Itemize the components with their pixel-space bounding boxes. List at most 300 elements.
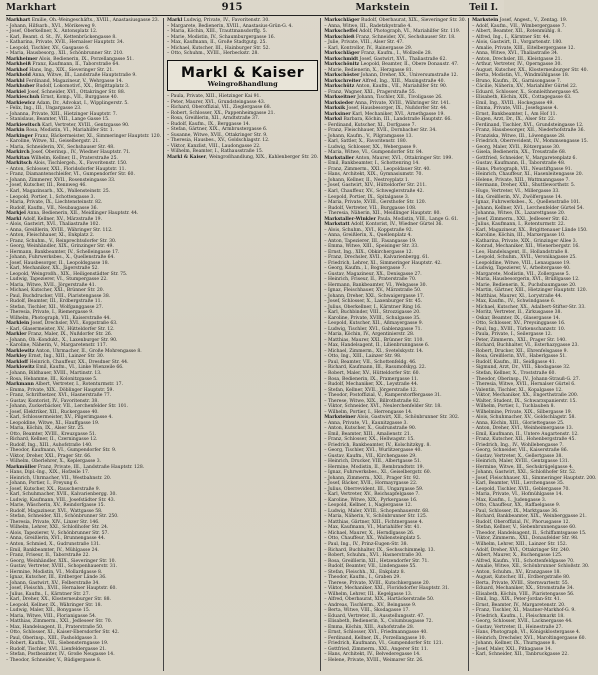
entry-details: – Hans, Dipl.-Ing., XIX., Hofzeile 17. [6, 470, 90, 476]
entry-details: – Johann, Dreher, XXI., Schwaigergasse 17. [324, 293, 425, 299]
entry-details: – Wilhelm, Portier, I., Herrengasse 14. [324, 409, 413, 415]
entry-details: – Otto, Chauffeur, XX., Raffaelgasse 9. [472, 503, 561, 509]
entry-details: – Maria, Köchin, IX., Alser Str. 25. [6, 426, 85, 432]
entry-details: – Karl, Magazinsarb., XX., Wallensteinstr. 25. [6, 188, 111, 194]
entry-details: – Johann, Fuhrwerksbes., X., Quellenstraße 64. [6, 255, 115, 261]
entry-details: – Leopold, Schuhm., XVII., Veronikagasse 25. [472, 255, 577, 261]
entry-surname: Markin [6, 128, 25, 134]
entry-details: – Wilhelm, Photograph, VII., Kaiserstraße 44. [6, 315, 111, 321]
entry-details: Franz, Maler, IX., Nußdorfer Str. 26. [26, 332, 113, 338]
entry-details: – Berta, Modistin, VI., Windmühlgasse 18. [472, 73, 570, 79]
entry-details: – Stefan, Kellner, X., Troststraße 60. [472, 371, 556, 376]
entry-surname: Markschieß [324, 34, 355, 40]
entry-details: – Robert, Kaufm., VII., Siebensterngasse 19. [6, 641, 109, 647]
entry-details: – Paul, Ing., IV., Prinz-Eugen-Str. 38. [324, 541, 408, 547]
entry-details: Josef, Drechsler, XVI., Koppstraße 63. [29, 321, 118, 327]
entry-details: – Katharina, Private, XVII., Hernalser Hauptstr. 34. [6, 40, 125, 46]
entry-details: – Richard, Buchhalter, IX., Sechsschimmelg. 13. [324, 547, 435, 553]
entry-details: – Hans, Architekt, XIX., Gymnasiumstr. 70. [324, 172, 423, 178]
entry-details: – Ernst, Bankbeamter, I., Am Hof 11. [472, 111, 558, 117]
entry-details: – Karl, Schlossermeister, XV., Pilgerimgasse 4. [6, 415, 113, 421]
entry-details: – Ignaz, Fuhrwerksbes., X., Quellenstraße 101. [472, 200, 581, 206]
entry-details: – Ernst, Beamter, IV., Margaretenstr. 20. [472, 602, 566, 608]
entry-details: – Gottfried, Zimmerm., XXI., Angerer Str. 11. [324, 646, 429, 652]
entry-details: – Gustav, Kaufmann, II., Taborstraße 48. [472, 161, 566, 167]
entry-details: – Karl, Beamt. d. St., IV., Kettenbrückengasse 8. [6, 34, 117, 40]
entry-details: – Maria, Schneiderin, XV., Sechshauser Str. 48. [6, 144, 115, 150]
entry-details: – Friedrich, Ing., IV., Wohllebengasse 7. [472, 442, 564, 448]
entry-surname: Markloff [6, 359, 29, 365]
entry-details: – Anton, Fleischhauer, XI., Enkplatz 2. [6, 233, 95, 239]
page-number: 915 [221, 2, 243, 13]
entry-details: – Eduard, Schlosser, X., Sonnleithnergasse 45. [472, 89, 580, 95]
entry-details: – Alois, Gastwirt, XVI., Thaliastraße 102. [6, 222, 100, 228]
entry-details: – Rosa, Greißlerin, XII., Hetzendorfer Str. 71. [324, 558, 429, 564]
entry-details: – Viktor, Schneider, XVI., Neulerchenfelder Str. 18. [324, 404, 442, 410]
entry-details: – Emil, Bankbeamter, I., Schottenring 14. [324, 161, 420, 167]
entry-details: – Berta, Private, XVIII., Sternwartestr. 55. [472, 580, 570, 586]
entry-details: – Cäcilie, Näherin, XV., Mariahilfer Gürtel 22. [472, 84, 578, 90]
entry-details: Heinrich, Chauffeur, XX., Dresdner Str. 44. [28, 359, 129, 365]
entry-details: Emilie, Oh.-Weingeschäfts., XVIII., Anastasiusgasse 23. [30, 18, 160, 23]
entry-details: Ernst, Komp., VII., Burggasse 40. [39, 95, 119, 101]
entry-details: – Alfred, Kaufm., VII., Schottenfeldgasse 70. [472, 558, 575, 564]
entry-details: Anna, Private, XVIII., Währinger Str. 141. [353, 100, 451, 106]
entry-details: – Amalie, Witwe, XII., Schönbrunner Schloßstr. 30. [472, 564, 590, 570]
volume-label: Teil I. [469, 3, 499, 13]
entry-details: – Julius, Oberrevident, III., Ungargasse 59. [324, 486, 424, 492]
entry-details: – Viktor, Dreher, XXI., Prager Str. 66. [6, 453, 92, 459]
entry-details: – Otto, Chauffeur, XX., Wallensteinplatz 5. [324, 536, 422, 542]
entry-details: – Peter, Zimmerm., XXI., Prager Str. 140. [472, 337, 567, 343]
entry-details: – Karl, Vertreter, XV., Reichsapfelgasse 7. [324, 492, 420, 498]
entry-details: – Eugen, Arzt, Dr., IX., Alser Str. 22. [472, 117, 556, 123]
entry-details: – Martin, Gärtner, XIII., Hietzinger Hauptstr. 120. [472, 288, 588, 294]
entry-details: – Hans, Photograph, VI., Königsklostergasse 4. [472, 630, 581, 636]
entry-details: – Franz, Schlosser, XX., Hellwagstr. 15. [324, 437, 415, 443]
entry-details: – Friedrich, Kaufmann, VI., Gumpendorfer Str. 121. [324, 641, 444, 647]
entry-details: – Heinrich, Uhrmacher, VII., Westbahnstr. 20. [6, 475, 112, 481]
entry-details: Adolf, Kellner, XV., Märzstraße 19. [21, 216, 103, 222]
entry-details: – Albert, Maurer, X., Buchengasse 125. [472, 553, 563, 559]
entry-details: – Viktor, Kanzlist, VIII., Laudongasse 22. [167, 143, 261, 149]
entry-details: – Georg, Schneider, VII., Kaiserstraße 86. [472, 448, 569, 454]
entry-details: – Josef, Gastwirt, XIV., Hütteldorfer Str. 211. [324, 183, 427, 189]
entry-details: – Josef, Schlosser, X., Laxenburger Str. 45. [324, 299, 423, 305]
entry-details: – Matthias, Zimmerm., XXI., Jedleseer Str. 70. [6, 619, 113, 625]
entry-details: – Anna, Greißlerin, XVI., Brunnengasse 44. [6, 536, 106, 542]
entry-details: – Anton, Drechsler, III., Kleistgasse 21. [472, 56, 563, 62]
entry-details: Wilhelm, Kellner, II., Praterstraße 25. [29, 155, 118, 161]
entry-details: – Theresia, Hausbes., XV., Goldschlagstr. 12. [167, 138, 270, 144]
entry-details: – Ludwig, Tischler, XVI., Gablenzgasse 71. [324, 326, 422, 332]
entry-details: – Emma, Private, XIX., Döblinger Hauptstr. 59. [6, 387, 114, 393]
entry-details: – Rosa, Hebamme, III., Kolonitzgasse 5. [6, 376, 98, 382]
entry-details: – Ludwig, Tapezierer, VI., Stumpergasse 22. [6, 277, 108, 283]
entry-details: – Heinrich, Drucker, VIII., Albertgasse 51. [324, 459, 422, 465]
entry-details: Alois, Bedienerin, IX., Porzellangasse 51. [37, 56, 134, 62]
entry-details: – Leopoldine, Witwe, XI., Hauffgasse 19. [6, 420, 100, 426]
entry-details: – Anton, Schmied, X., Gudrunstraße 131. [6, 541, 101, 547]
entry-details: – Matthias, Maurer, XXI., Brünner Str. 110. [324, 337, 424, 343]
entry-details: – Rosa, Bedienerin, IX., Pramergasse 11. [324, 376, 419, 382]
entry-details: – Anna, Witwe, XVI., Thaliastraße 34. [472, 51, 559, 57]
advertisement-subtitle: Weingroßhandlung [207, 79, 278, 88]
entry-details: Leopold, Beamter, II., Obere Donaustr. 47. [359, 62, 459, 68]
entry-details: – Franz, Diamantenschleifer, VI., Gumpendorfer Str. 60. [6, 172, 135, 178]
entry-surname: Markirch [6, 150, 30, 156]
entry-details: – Georg, Weinhändler, XIX., Grinzinger Str. 49. [6, 244, 114, 250]
entry-details: – Stefan, Kellner, XVII., Jörgerstraße 12. [324, 387, 418, 393]
entry-details: – Moritz, Vertreter, II., Zirkusgasse 38. [472, 310, 562, 316]
entry-details: – Leopold, Kellner, I., Naglergasse 12. [324, 503, 413, 509]
entry-details: – Karl, Magazineur, XX., Brigittenauer Lände 150. [472, 227, 588, 233]
entry-surname: Markieschuh [6, 95, 40, 101]
entry-details: – Theresia, Witwe, XVII., Hernalser Gürtel 6. [472, 382, 576, 388]
entry-details: – Richard, Kellner, II., Czerningasse 12. [6, 437, 98, 443]
entry-details: – Anna, Greißlerin, XVIII., Währinger Str. 112. [6, 227, 113, 233]
entry-details: – Rudolf, Vertreter, VII., Burggasse 108. [324, 205, 417, 211]
directory-entry [324, 658, 466, 664]
entry-details: – Emma, Köchin, XIII., Auhofstraße 28. [324, 624, 415, 630]
entry-details: – Theresia, Näherin, XII., Meidlinger Hauptstr. 80. [324, 211, 441, 217]
entry-surname: Markschläger [324, 18, 360, 23]
entry-details: – Maria, Witwe, XVII., Jörgerstraße 41. [6, 282, 97, 288]
entry-details: – Franz, Drechsler, XVII., Kalvarienbergg. 61. [324, 255, 430, 261]
entry-details: – Gustav, Kontorist, IV., Favoritenstr. 38. [6, 398, 99, 404]
entry-details: – Theodor, Oberinsp., IV., Johann-Strauß-G. 27. [472, 376, 581, 382]
entry-surname: Markschmidt [324, 56, 359, 62]
entry-details: – Johann, Bildhauer, XVIII., Martinstr. 13. [6, 371, 102, 376]
entry-details: – Alois, Schuhmacher, XV., Goldschlagstr. 58. [472, 415, 576, 421]
entry-surname: Markjel [6, 211, 26, 217]
entry-surname: Markhart [6, 18, 31, 23]
entry-surname: Marklowitz [6, 365, 35, 371]
entry-details: – Helene, Private, XVIII., Weimarer Str. 26. [324, 657, 424, 663]
entry-details: – Valentin, Tischler, XI., Kopalgasse 12. [472, 387, 563, 393]
entry-details: Hans, Ing., XIX., Sieveringer Str. 21. [27, 67, 114, 73]
entry-surname: Markschönitz [324, 62, 360, 68]
entry-details: – Ignaz, Kutscher, III., Erdberger Lände 36. [6, 575, 107, 581]
entry-details: – Anton, Tapezierer, III., Fasangasse 19. [324, 238, 417, 244]
entry-details: – Georg, Kaufm., I., Bognergasse 7. [324, 266, 407, 272]
entry-details: – Hans, Photograph, VII., Neustiftgasse 91. [472, 166, 573, 172]
entry-details: – Stefan, Tischler, XII., Wolfganggasse 27. [6, 304, 104, 310]
column-4 [472, 18, 598, 671]
entry-details: – Elisabeth, Köchin, VIII., Piaristengasse 56. [472, 591, 575, 597]
entry-details: – Franz, Friseur, II., Taborstraße 22. [6, 553, 90, 559]
entry-details: Albert, Vertreter, I., Rotenturmstr. 17. [33, 382, 124, 388]
entry-details: – Rosa, Greißlerin, XII., Arndtstraße 37. [167, 116, 260, 122]
header-first-name: Markhart [6, 3, 57, 13]
entry-details: – Josef, Zimmerm., XXI., Jedleseer Str. 62. [472, 216, 569, 222]
entry-details: – Karl, Schuhmacher, XVII., Kalvarienbergg. 30. [6, 492, 117, 498]
entry-details: – Viktor, Mechaniker, XXI., Floridsdorfer Hauptstr. 31. [324, 586, 450, 592]
entry-surname: Marklein [6, 321, 30, 327]
entry-details: – Theresia, Private, I., Riemergasse 9. [6, 310, 94, 316]
entry-surname: Markitsch [6, 161, 32, 167]
entry-details: – Alfred, Oberbaurat, XIX., Hartäckerstraße 50. [324, 597, 435, 603]
column-1 [6, 18, 164, 671]
entry-details: – Theodor, Schneider, V., Rüdigergasse 8. [6, 657, 102, 663]
entry-details: – Otto, Schuhm., XVIII., Herbeckstr. 28. [167, 51, 259, 57]
entry-details: – Georg, Weinhändler, XIX., Sieveringer Str. 10. [6, 558, 116, 564]
entry-details: – Josef, Oberkellner, X., Antonsplatz 12. [6, 29, 98, 35]
entry-details: – Rudolf, Tischler, XVI., Lienfeldergasse 21. [6, 646, 107, 652]
entry-details: – Hermann, Bankbeamter, IV., Schelleingasse 17. [6, 249, 120, 255]
header-last-name: Markstein [355, 3, 410, 13]
entry-surname: Marksieder [324, 100, 354, 106]
entry-details: – Gottfried, Schneider, V., Margaretenplatz 6. [472, 155, 577, 161]
entry-details: – Julie, Private, VIII., Alser Str. 47. [324, 40, 404, 46]
entry-surname: Markhold [6, 73, 31, 79]
entry-details: – Otto, Beamter, XVIII., Kreuzgasse 51. [6, 431, 97, 437]
entry-details: – Amalie, Private, XIII., Eitelbergergasse 12. [472, 45, 575, 51]
entry-details: Anna, Bedienerin, XII., Meidlinger Hauptstr. 44. [25, 211, 139, 217]
entry-details: – Elisabeth, Bedienerin, X., Columbusgasse 72. [324, 619, 433, 625]
entry-details: – Therese, Private, XVIII., Kutschkergasse 20. [324, 580, 431, 586]
entry-details: – Emil, Ing., XVIII., Hockegasse 49. [472, 100, 554, 106]
entry-details: – Max, Kaufm., IV., Schwindgasse 6. [472, 299, 556, 305]
entry-details: – Walter, Student, IX., Schwarzspanierstr. 15. [472, 398, 577, 404]
entry-details: – Stefan, Kellner, V., Siebenbrunnengasse 60. [472, 525, 577, 531]
entry-details: – Ludwig, Maler, XVIII., Schopenhauerstr. 68. [324, 508, 430, 514]
entry-surname: Markheiß [6, 62, 31, 68]
entry-details: – Heinrich, Drechsler, XVI., Maroltingergasse 60. [472, 635, 586, 641]
entry-details: – Viktor, Zimmerm., XXI., Donaufelder Str. 98. [472, 536, 579, 542]
entry-details: – Michael, Zimmerm., XI., Svetelskystr. 14. [324, 348, 424, 354]
entry-details: – Georg, Schlosser, XVII., Lacknergasse 44. [472, 619, 573, 625]
entry-details: – Rudolf, Magazineur, XVI., Wattgasse 58. [6, 508, 103, 514]
entry-details: – Johann, Portier, I., Freyung 6. [6, 481, 79, 487]
entry-details: – August, Kutscher, XX., Klosterneuburger Str. 40. [472, 67, 589, 73]
entry-details: – Theodor, Kaufm., I., Graben 29. [324, 575, 401, 581]
entry-details: – Rudolf, Ing., XIII., Auhofstraße 140. [6, 442, 93, 448]
entry-details: – August, Kutscher, III., Erdbergstraße 80. [472, 575, 571, 581]
entry-details: – Max, Kaufmann, II., Große Stadtgutg. 25. [167, 40, 267, 46]
entry-details: – Anton, Dreher, XVI., Weinheimergasse 13. [472, 426, 574, 432]
entry-details: – Josef, Hausbesorger, II., Leopoldsgasse 18. [6, 260, 110, 266]
entry-details: – Maria, Köchin, XIII., Trauttmansdorffg. 5. [167, 29, 268, 35]
entry-details: – Anna, Greißlerin, X., Quellenplatz 4. [324, 233, 412, 239]
entry-details: – Michael, Kutscher, III., Hainburger Str. 52. [167, 45, 270, 51]
entry-details: – Albert, Beamter, XII., Rotenmühlg. 8. [472, 29, 562, 35]
entry-details: – Wilhelm, Beamter, I., Rathausstraße 15. [167, 149, 264, 155]
entry-details: – Stefan, Fleischh., XI., Enkplatz 8. [324, 569, 406, 575]
entry-details: – Johann, Zuckerbäcker, VII., Lerchenfelder Str. 101. [6, 404, 128, 410]
entry-details: – Karl, Sattler, X., Favoritenstr. 180. [324, 139, 408, 145]
entry-details: Josef, Hausbesorger, IX., Nußdorfer Str. 44. [345, 106, 448, 112]
entry-details: – Josef, Elektriker, XII., Ruckergasse 40. [6, 409, 99, 415]
entry-details: – Stefan, Gärtner, XIX., Armbrustergasse 6. [167, 127, 268, 133]
entry-details: – Ferdinand, Kellner, IX., Porzellangasse 10. [324, 635, 426, 641]
entry-details: – Leopold, Kutscher, XII., Aßmayergasse 9. [324, 321, 424, 327]
entry-details: – Hans, Architekt, IV., Belvederegasse 14. [324, 652, 421, 658]
entry-details: – Alois, Tapezierer, V., Schönbrunner Str. 57. [6, 530, 109, 536]
entry-details: – Paul, Beamter, VII., Schottenfeldg. 46. [324, 359, 417, 365]
entry-details: Franz, Bäckermeister, XI., Simmeringer Hauptstr. 120. [33, 133, 162, 139]
entry-details: – Franz, Schuhm., V., Reinprechtsdorfer Str. 30. [6, 238, 117, 244]
entry-details: – Marie, Bedienerin, X., Herzgasse 81. [324, 67, 414, 73]
entry-details: Ernst, Ing., XIII., Lainzer Str. 30. [26, 354, 105, 360]
entry-surname: Marksiner [324, 111, 351, 117]
advertisement-box [167, 60, 318, 92]
entry-details: – Wilhelm, Lehrer, III., Kegelgasse 13. [324, 591, 413, 597]
entry-details: – Friedrich, Lehrer, XI., Simmeringer Hauptstr. 42. [324, 260, 442, 266]
entry-details: – Robert, Drucker, XII., Ehrenfelsgasse 9. [472, 348, 568, 354]
entry-details: – Marie, Wäscherin, XV., Reindorfgasse 15. [6, 503, 105, 509]
entry-surname: Marklewitz [6, 348, 35, 354]
entry-surname: Markstatt [324, 222, 350, 228]
entry-details: – Heinrich, Maler, XVIII., Gentzgasse 131. [472, 459, 570, 465]
entry-surname: Markley [6, 354, 27, 360]
entry-details: – Ernst, Schlosser, XVI., Friedmanngasse 40. [324, 630, 428, 636]
entry-details: – Michael, Kutscher, XX., Adalbert-Stifter-Str. 33. [472, 304, 586, 310]
entry-details: – Max, Handelsagent, II., Praterstraße 50. [6, 624, 104, 630]
entry-details: – Paul, Buchdrucker, VIII., Piaristengasse 38. [6, 293, 111, 299]
entry-details: – Karl, Kontrollor, IV., Rainergasse 29. [324, 45, 413, 51]
entry-surname: Markschütz [324, 84, 355, 90]
entry-details: Alfred, Ing., XIII., Maxingstraße 40. [360, 78, 445, 84]
entry-details: – Maria, Näherin, V., Schönbrunner Str. 125. [324, 514, 428, 520]
entry-details: – Franz, Zimmerm., XXI., Leopoldauer Str. 40. [324, 166, 431, 172]
entry-details: – Karoline, Witwe, XI., Geiselbergstr. 21. [6, 139, 100, 145]
entry-details: Barbara, Köchin, III., Landstraße Hauptstr. 66. [342, 117, 452, 123]
entry-details: – Johann, Zimmerer, XVII., Rosensteingasse 33. [6, 177, 116, 183]
entry-details: – Hermann, Dreher, XXI., Shuttleworthstr. 5. [472, 183, 576, 189]
entry-details: – Stefan, Schneider, XII., Schönbrunner Str. 250. [6, 514, 119, 520]
entry-details: – Alfred, Ing., I., Kärntner Str. 44. [472, 34, 551, 40]
entry-details: Josef, Angest., V., Zentag. 19. [498, 18, 568, 23]
entry-details: – Eduard, Vertreter, II., Ausstellungsstr. 47. [324, 613, 425, 619]
entry-details: Karl, Mechaniker, XVI., Arnethgasse 19. [350, 111, 445, 117]
entry-details: – Rudolf, Oberoffizial, IV., Phorusgasse 12. [472, 519, 570, 525]
entry-details: – Rudolf, Kaufm., VII., Neubaugasse 36. [6, 205, 98, 211]
entry-details: Karl, Vertreter, XVIII., Gentzgasse 90. [40, 122, 130, 128]
entry-details: Anna, Witwe, III., Landstraße Hauptstraße 9. [30, 73, 137, 79]
entry-details: – Sigmund, Arzt, Dr., VIII., Skodagasse 32. [472, 365, 571, 371]
entry-details: – Otto, Schlosser, XV., Preysinggasse 16. [472, 321, 566, 327]
entry-surname: Markscheffel [324, 29, 358, 35]
entry-details: – Stanislaus, Beamter, VIII., Lange Gasse 15. [6, 117, 110, 123]
entry-details: – Paul, Oberinsp., XIII., Fasholdgasse 3. [6, 635, 98, 641]
entry-details: – Paul, Schlosser, IX., Marktgasse 36. [472, 508, 559, 514]
entry-surname: Marksik [324, 106, 346, 112]
entry-details: – Maria, Köchin, IV., Argentinierstr. 28. [324, 332, 415, 338]
entry-details: – Karl, Beamter, VIII., Lerchengasse 35. [472, 481, 565, 487]
entry-surname: Markmüller [6, 464, 37, 470]
entry-details: – Margarete, Modistin, VII., Zollergasse 5. [472, 271, 571, 277]
entry-surname: Markhl [6, 78, 25, 84]
entry-details: – Johann, Kellner, XVI., Lerchenfelder Gürtel 54. [472, 205, 584, 211]
entry-surname: Markiewitsch [6, 122, 41, 128]
entry-details: – Paula, Private, I., Seilergasse 12. [472, 332, 553, 338]
entry-surname: Markiewicz [6, 100, 36, 106]
entry-details: Paula, Modistin, VIII., Lange G. 61. [375, 216, 459, 222]
entry-details: – Emil, Bankbeamter, IV., Mühlgasse 24. [6, 547, 99, 553]
entry-details: – Gustav, Kaufm., VII., Kirchengasse 29. [324, 453, 417, 459]
entry-details: – Hermine, Modistin, II., Rembrandtstr. 19. [324, 464, 425, 470]
entry-details: – Arthur, Vertreter, IV., Operngasse 30. [472, 62, 562, 68]
entry-details: – Julius, Kaufmann, I., Rotenturmstr. 22. [472, 222, 566, 228]
entry-details: – Josef, Bäcker, XVII., Hormayrgasse 22. [324, 481, 418, 487]
entry-details: – Emil, Kaufmann, II., Untere Augartenstr. 12. [472, 431, 579, 437]
entry-details: – Robert, Schlosser, XX., Pappenheimgasse 21. [167, 110, 275, 116]
entry-details: – Susanne, Witwe, XVII., Ottakringer Str. 9. [167, 132, 268, 138]
entry-details: – Theodor, Handelsagent, II., Schiffamtsgasse 15. [472, 530, 587, 536]
entry-details: – Johann, Gastwirt, XV., Felberstraße 34. [6, 580, 100, 586]
entry-details: – Ignaz, Fuhrwerksbes., XI., Geiselbergstr. 60. [324, 470, 432, 476]
entry-details: Anton, Maurer, XVI., Ottakringer Str. 199. [354, 155, 453, 161]
entry-details: – Maria, Hausbesorg., XII., Schönbrunner Str. 210. [6, 51, 124, 57]
entry-details: Josef, Schneider, XVI., Ottakringer Str. 88. [25, 89, 126, 95]
directory-entry [472, 652, 596, 658]
entry-details: – Helene, Private, XIII., Wattmanngasse 7. [472, 177, 570, 183]
entry-details: – Rudolf, Kaufm., IX., Berggasse 14. [167, 121, 251, 127]
entry-details: Rosa, Modistin, VI., Mariahilfer Str. 1. [24, 128, 115, 134]
entry-details: – Matthias, Gärtner, XIII., Fichtnergasse 4. [324, 519, 424, 525]
directory-entry [167, 51, 318, 57]
entry-details: – Maria, Private, VI., Hofmühlgasse 14. [472, 492, 563, 498]
entry-details: – Julius, Oberkellner, I., Kärntner Ring 16. [324, 304, 422, 310]
entry-details: Rudolf, Oberbaurat, XIX., Sieveringer Str. 30. [359, 18, 467, 23]
entry-details: – Karl, Schneider, XII., Tanbruckgasse 22. [472, 652, 569, 658]
entry-details: – Ernst, Ing., XIX., Obkirchergasse 12. [324, 249, 414, 255]
entry-details: – Franz, Hausbesorger, XII., Niederhofstraße 36. [472, 128, 585, 134]
entry-details: – Wilhelm, Portier, I., Tuchlauben 8. [472, 404, 555, 410]
directory-entry [167, 155, 318, 161]
entry-details: Anton, Kaufm., VII., Mariahilfer Str. 90. [354, 84, 448, 90]
entry-details: – Viktor, Mechaniker, XX., Engerthstraße 200. [472, 393, 579, 399]
entry-details: – Georg, Tischler, XVI., Wurlitzergasse 40. [324, 448, 422, 454]
entry-details: – Hermine, Modistin, VI., Mollardgasse 8. [6, 569, 103, 575]
entry-details: Franz, Private, III., Landstraße Hauptstr. 128. [36, 464, 145, 470]
entry-details: – Anton, Schlosser, XXI., Floridsdorfer Hauptstr. 11. [6, 166, 126, 172]
entry-details: – Richard, Buchhalter, VI., Esterhazygasse 23. [472, 343, 579, 349]
entry-details: – Michael, Maurer, X., Herndlgasse 26. [324, 530, 415, 536]
entry-details: – Stefan, Postbeamter, IV., Große Neugasse 14. [6, 652, 115, 658]
entry-details: – Gustav, Magazineur, XX., Denisgasse 27. [324, 271, 422, 277]
entry-details: – Julius, Kaufm., I., Kärntner Str. 27. [6, 591, 91, 597]
entry-details: – Marie, Bedienerin, X., Puchsbaumgasse 20. [472, 282, 577, 288]
entry-details: – Wilhelm, Oberlehrer, X., Keplergasse 3. [6, 459, 102, 465]
entry-details: – Margarete, Bedienerin, XVIII., Anastasius-Grün-G. 4. [167, 23, 293, 29]
entry-details: – Elisabeth, Köchin, XIX., Cottagegasse 63. [472, 95, 572, 101]
entry-details: – Adolf, Dreher, XVI., Ottakringer Str. 240. [472, 547, 571, 553]
entry-surname: Markstein [472, 18, 499, 23]
entry-details: Alois, Gastwirt, XII., Schönbrunner Str. 302. [355, 415, 460, 421]
entry-details: – Wilhelm, Lehrer, XIII., Lainzer Str. 152. [472, 541, 568, 547]
entry-details: – Anna, Witwe, III., Radetzkystraße 4. [324, 23, 412, 29]
entry-details: – Karl, Chauffeur, XV., Schweglerstraße 42. [324, 188, 424, 194]
directory-columns [6, 18, 597, 671]
entry-details: – Franz, Wagner, XXI., Pragerstraße 55. [324, 89, 417, 95]
entry-details: – Maria, Private, XVIII., Gersthofer Str. 120. [324, 200, 427, 206]
entry-details: – Theodor, Postoffizial, V., Ramperstorffergasse 31. [324, 393, 442, 399]
entry-surname: Markiel [6, 89, 26, 95]
entry-details: – Johann, Gastwirt, XXI., Schloßhofer Str. 52. [472, 470, 577, 476]
entry-details: – Franziska, Witwe, III., Löwengasse 28. [472, 133, 566, 139]
entry-details: – Wilhelmine, Private, XIX., Silbergasse 19. [472, 409, 573, 415]
entry-surname: Markhof [6, 67, 28, 73]
entry-details: Ferdinand, Magazineur, V., Wehrgasse 14. [24, 78, 124, 84]
entry-details: – Heinrich, Chauffeur, XI., Hasenleitengasse 20. [472, 172, 584, 178]
entry-surname: Markseitner [324, 95, 356, 101]
entry-details: – Ludwig, Maler, XII., Bonygasse 15. [6, 608, 91, 614]
column-3 [324, 18, 469, 671]
entry-details: – Hermann, Bankbeamter, VI., Webgasse 30. [324, 282, 427, 288]
entry-details: – Max, Handelsagent, II., Lilienbrunngasse 6. [324, 343, 430, 349]
